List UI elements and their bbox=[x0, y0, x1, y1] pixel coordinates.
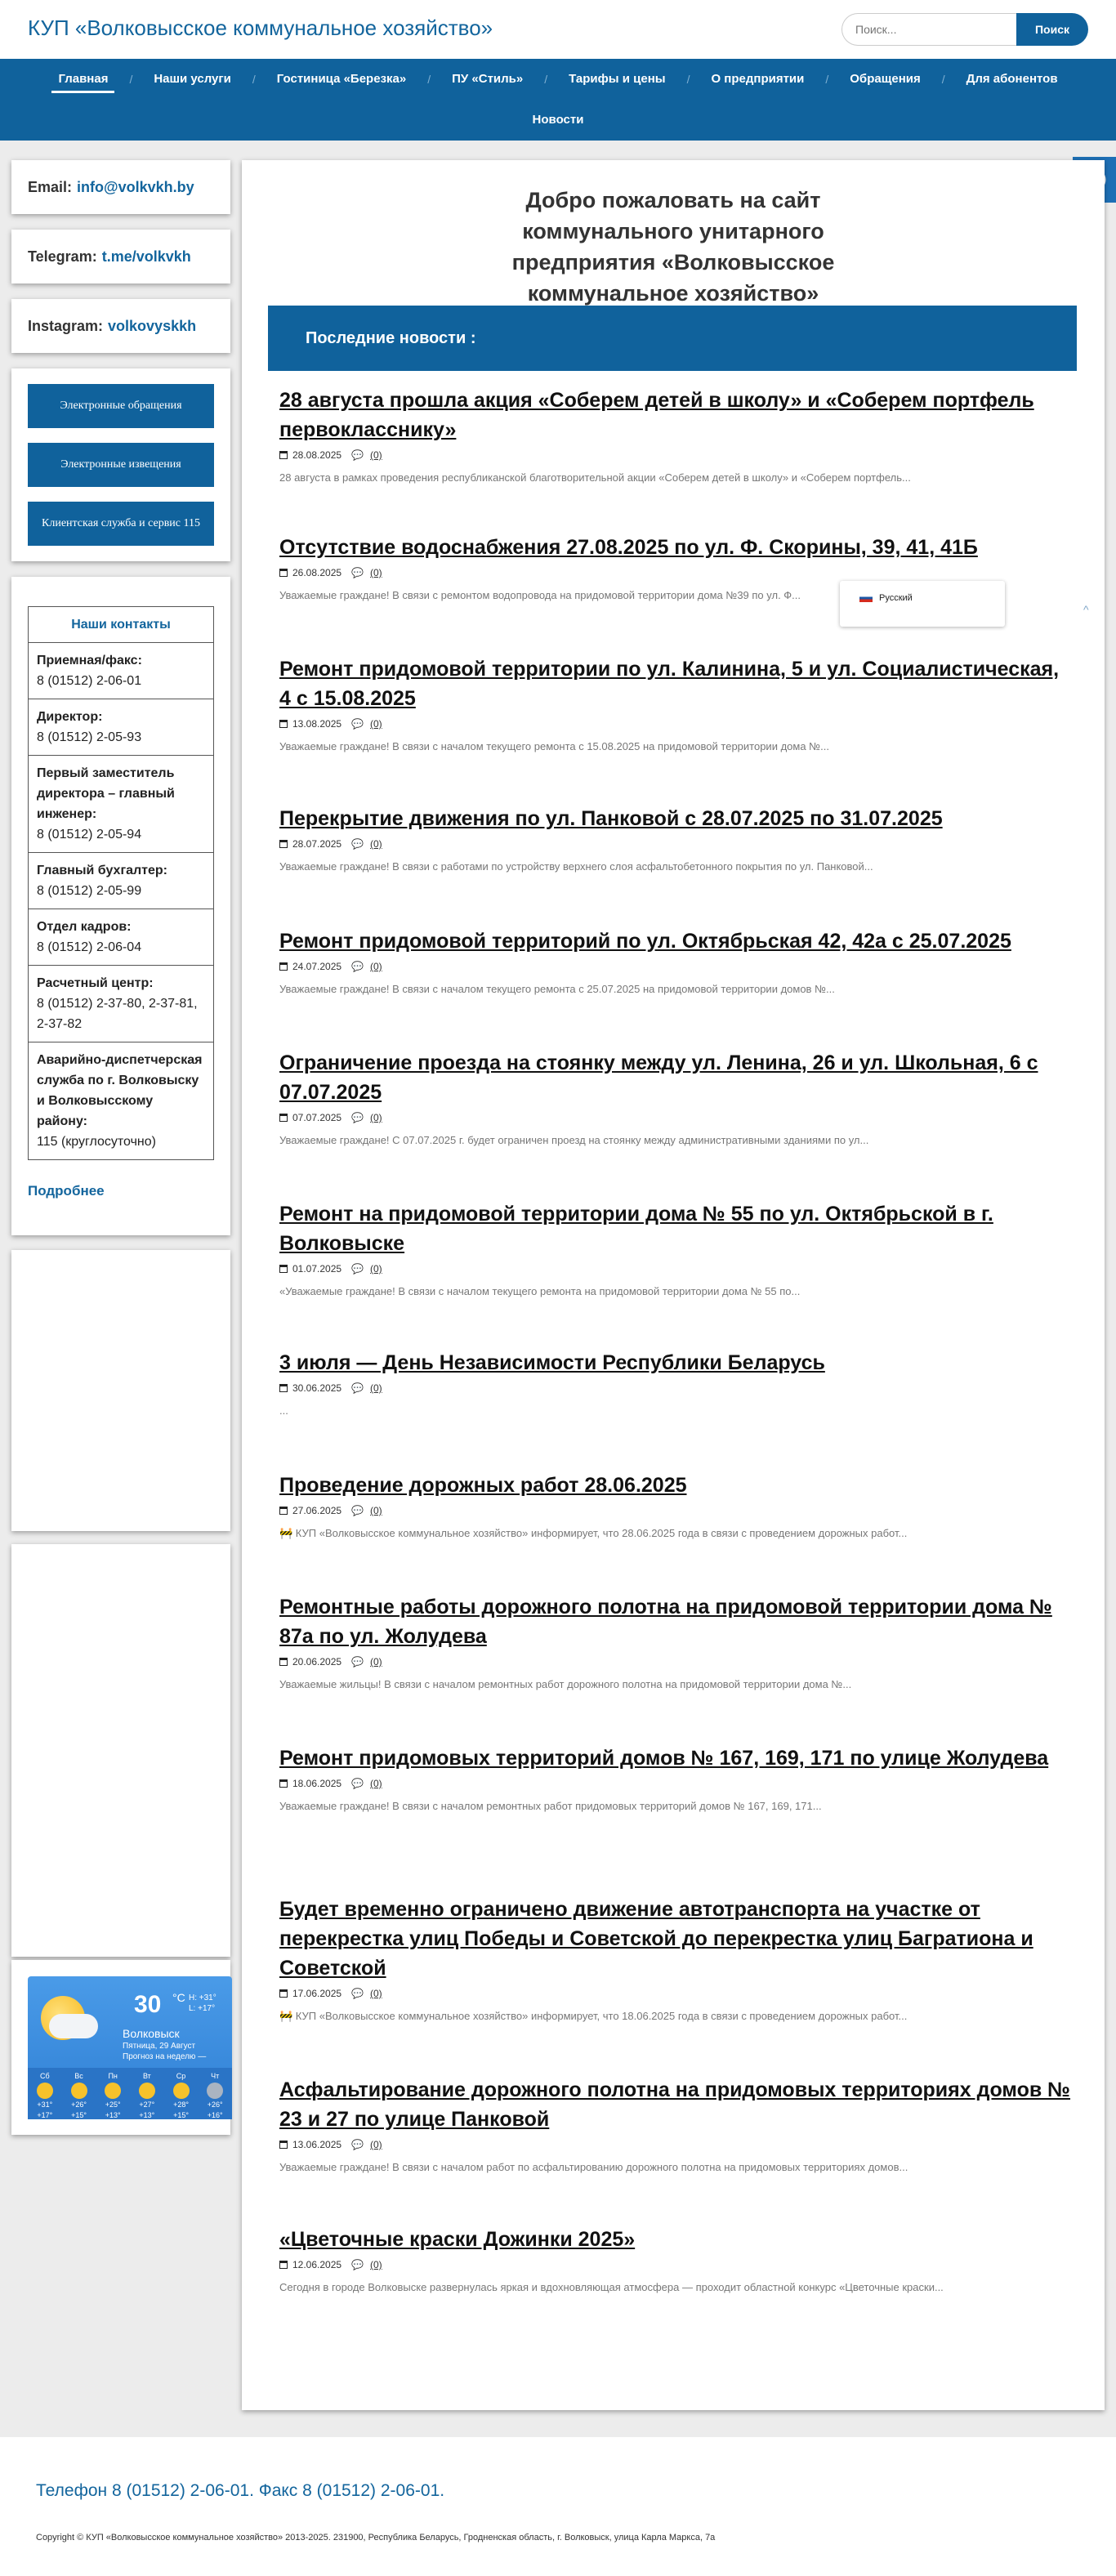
forecast-day-low: +17° bbox=[37, 2111, 53, 2119]
search-button[interactable]: Поиск bbox=[1016, 13, 1088, 46]
news-title-link[interactable]: Перекрытие движения по ул. Панковой с 28.07.2025 по 31.07.2025 bbox=[279, 807, 943, 830]
forecast-day bbox=[62, 2068, 96, 2119]
russia-flag-icon bbox=[859, 594, 873, 602]
chevron-up-icon[interactable]: ^ bbox=[1083, 603, 1089, 616]
news-item bbox=[279, 2075, 1072, 2173]
news-comments-link[interactable]: (0) bbox=[370, 449, 382, 461]
news-meta bbox=[279, 1112, 1072, 1123]
news-comments-link[interactable]: (0) bbox=[370, 2259, 382, 2270]
electronic-notices-button[interactable]: Электронные извещения bbox=[28, 443, 214, 487]
forecast-day-low: +16° bbox=[207, 2111, 223, 2119]
news-excerpt: 🚧 КУП «Волковысское коммунальное хозяйство» информирует, что 18.06.2025 года в связи с проведением дорожных работ... bbox=[279, 2010, 908, 2022]
nav-row-primary bbox=[0, 59, 1116, 100]
site-footer bbox=[0, 2437, 1116, 2576]
news-meta bbox=[279, 2139, 1072, 2150]
comments-icon: 💬 bbox=[351, 1382, 364, 1394]
news-date: 13.08.2025 bbox=[292, 718, 342, 730]
weather-unit: °C bbox=[172, 1991, 185, 2004]
electronic-appeals-button[interactable]: Электронные обращения bbox=[28, 384, 214, 428]
contact-label: Приемная/факс: bbox=[37, 654, 142, 667]
calendar-icon bbox=[279, 1779, 288, 1788]
news-date: 18.06.2025 bbox=[292, 1778, 342, 1789]
contact-label: Первый заместитель директора – главный инженер: bbox=[37, 766, 175, 821]
news-item bbox=[279, 1199, 1072, 1297]
forecast-day-name: Пн bbox=[108, 2072, 118, 2080]
nav-item-services[interactable]: Наши услуги bbox=[154, 72, 231, 86]
news-section-header: Последние новости : bbox=[268, 306, 1077, 371]
instagram-line bbox=[11, 299, 230, 353]
comments-icon: 💬 bbox=[351, 838, 364, 850]
nav-item-tariffs[interactable]: Тарифы и цены bbox=[569, 72, 666, 86]
language-selector[interactable] bbox=[840, 581, 1005, 627]
forecast-day-low: +13° bbox=[105, 2111, 121, 2119]
main-nav bbox=[0, 59, 1116, 141]
main-content bbox=[242, 160, 1105, 2410]
contact-label: Директор: bbox=[37, 710, 103, 724]
contact-label: Расчетный центр: bbox=[37, 976, 154, 990]
comments-icon: 💬 bbox=[351, 1988, 364, 1999]
news-comments-link[interactable]: (0) bbox=[370, 1505, 382, 1516]
news-excerpt: Уважаемые граждане! В связи с началом работ по асфальтированию дорожного полотна на придомовых территориях домов... bbox=[279, 2161, 908, 2173]
contact-billing-center bbox=[29, 966, 213, 1042]
news-comments-link[interactable]: (0) bbox=[370, 1778, 382, 1789]
forecast-day-high: +31° bbox=[37, 2101, 53, 2109]
contact-chief-engineer bbox=[29, 756, 213, 853]
news-date: 13.06.2025 bbox=[292, 2139, 342, 2150]
news-meta bbox=[279, 1263, 1072, 1275]
news-date: 27.06.2025 bbox=[292, 1505, 342, 1516]
search-form bbox=[841, 13, 1088, 46]
comments-icon: 💬 bbox=[351, 2259, 364, 2270]
weather-high-low bbox=[189, 1993, 217, 2014]
news-title-link[interactable]: Асфальтирование дорожного полотна на придомовых территориях домов № 23 и 27 по улице Панковой bbox=[279, 2078, 1071, 2131]
news-excerpt: 🚧 КУП «Волковысское коммунальное хозяйство» информирует, что 28.06.2025 года в связи с проведением дорожных работ... bbox=[279, 1527, 908, 1539]
empty-widget-1 bbox=[11, 1250, 230, 1531]
contact-phone: 8 (01512) 2-06-01 bbox=[37, 674, 142, 688]
news-excerpt: «Уважаемые граждане! В связи с началом текущего ремонта на придомовой территории дома № 55 по... bbox=[279, 1285, 801, 1297]
contact-phone: 8 (01512) 2-05-94 bbox=[37, 828, 142, 842]
news-item bbox=[279, 1743, 1072, 1812]
news-comments-link[interactable]: (0) bbox=[370, 1263, 382, 1275]
comments-icon: 💬 bbox=[351, 1263, 364, 1275]
contact-phone: 8 (01512) 2-37-80, 2-37-81, 2-37-82 bbox=[37, 997, 198, 1031]
news-item bbox=[279, 386, 1072, 484]
site-header bbox=[0, 0, 1116, 59]
calendar-icon bbox=[279, 1658, 288, 1666]
news-excerpt: Сегодня в городе Волковыске развернулась яркая и вдохновляющая атмосфера — проходит областной конкурс «Цветочные краски... bbox=[279, 2281, 944, 2293]
news-excerpt: ... bbox=[279, 1404, 288, 1417]
weather-forecast-days bbox=[28, 2068, 232, 2119]
nav-separator: / bbox=[427, 73, 431, 86]
forecast-day-name: Чт bbox=[211, 2072, 220, 2080]
news-title-link[interactable]: Ремонт на придомовой территории дома № 55 по ул. Октябрьской в г. Волковыске bbox=[279, 1203, 993, 1255]
news-date: 20.06.2025 bbox=[292, 1656, 342, 1667]
partly-cloudy-icon bbox=[105, 2083, 121, 2099]
comments-icon: 💬 bbox=[351, 718, 364, 730]
news-meta bbox=[279, 838, 1072, 850]
news-meta bbox=[279, 567, 1072, 578]
news-excerpt: Уважаемые граждане! В связи с началом текущего ремонта с 25.07.2025 на придомовой территории домов №... bbox=[279, 983, 835, 995]
comments-icon: 💬 bbox=[351, 449, 364, 461]
news-title-link[interactable]: Ремонт придомовой территории по ул. Калинина, 5 и ул. Социалистическая, 4 с 15.08.2025 bbox=[279, 658, 1060, 710]
comments-icon: 💬 bbox=[351, 1112, 364, 1123]
contact-phone: 8 (01512) 2-05-93 bbox=[37, 730, 142, 744]
nav-separator: / bbox=[129, 73, 133, 86]
calendar-icon bbox=[279, 962, 288, 971]
telegram-link[interactable]: t.me/volkvkh bbox=[101, 248, 191, 265]
news-title-link[interactable]: Проведение дорожных работ 28.06.2025 bbox=[279, 1474, 687, 1497]
instagram-widget bbox=[11, 299, 230, 353]
news-meta bbox=[279, 961, 1072, 972]
forecast-day-name: Вт bbox=[142, 2072, 151, 2080]
email-line bbox=[11, 160, 230, 214]
news-date: 26.08.2025 bbox=[292, 567, 342, 578]
news-title-link[interactable]: Ремонт придомовой территорий по ул. Октябрьская 42, 42а с 25.07.2025 bbox=[279, 930, 1011, 953]
news-item bbox=[279, 926, 1072, 995]
forecast-day bbox=[130, 2068, 164, 2119]
news-title-link[interactable]: 3 июля — День Независимости Республики Беларусь bbox=[279, 1351, 825, 1374]
contacts-widget bbox=[11, 577, 230, 1235]
news-meta bbox=[279, 1656, 1072, 1667]
forecast-day-high: +28° bbox=[173, 2101, 189, 2109]
comments-icon: 💬 bbox=[351, 1505, 364, 1516]
contact-emergency-service bbox=[29, 1042, 213, 1159]
news-excerpt: Уважаемые граждане! С 07.07.2025 г. будет ограничен проезд на стоянку между административными зданиями по ул... bbox=[279, 1134, 869, 1146]
contact-phone: 115 (круглосуточно) bbox=[37, 1135, 156, 1149]
news-title-link[interactable]: 28 августа прошла акция «Соберем детей в школу» и «Соберем портфель первокласснику» bbox=[279, 389, 1034, 441]
calendar-icon bbox=[279, 2141, 288, 2149]
news-item bbox=[279, 1348, 1072, 1417]
nav-separator: / bbox=[686, 73, 690, 86]
telegram-label: Telegram: bbox=[28, 248, 97, 265]
comments-icon: 💬 bbox=[351, 1656, 364, 1667]
news-meta bbox=[279, 1778, 1072, 1789]
instagram-link[interactable]: volkovyskkh bbox=[108, 317, 197, 334]
sun-icon bbox=[139, 2083, 155, 2099]
news-comments-link[interactable]: (0) bbox=[370, 567, 382, 578]
news-comments-link[interactable]: (0) bbox=[370, 2139, 382, 2150]
contact-director bbox=[29, 699, 213, 756]
forecast-day bbox=[96, 2068, 130, 2119]
news-comments-link[interactable]: (0) bbox=[370, 838, 382, 850]
weather-forecast-link[interactable]: Прогноз на неделю — bbox=[123, 2052, 207, 2061]
news-excerpt: Уважаемые жильцы! В связи с началом ремонтных работ дорожного полотна на придомовой территории дома №... bbox=[279, 1678, 852, 1690]
nav-item-stil[interactable]: ПУ «Стиль» bbox=[452, 72, 524, 86]
news-excerpt: Уважаемые граждане! В связи с работами по устройству верхнего слоя асфальтобетонного покрытия по ул. Панковой... bbox=[279, 860, 873, 873]
nav-separator: / bbox=[825, 73, 829, 86]
nav-separator: / bbox=[252, 73, 256, 86]
nav-item-hotel[interactable]: Гостиница «Березка» bbox=[276, 72, 407, 86]
news-excerpt: 28 августа в рамках проведения республиканской благотворительной акции «Соберем детей в школу» и «Соберем портфель... bbox=[279, 471, 911, 484]
rain-icon bbox=[207, 2083, 223, 2099]
contact-reception bbox=[29, 643, 213, 699]
calendar-icon bbox=[279, 1507, 288, 1515]
forecast-day bbox=[28, 2068, 62, 2119]
news-date: 01.07.2025 bbox=[292, 1263, 342, 1275]
news-comments-link[interactable]: (0) bbox=[370, 1656, 382, 1667]
client-service-115-button[interactable]: Клиентская служба и сервис 115 bbox=[28, 502, 214, 546]
news-title-link[interactable]: Отсутствие водоснабжения 27.08.2025 по ул. Ф. Скорины, 39, 41, 41Б bbox=[279, 536, 978, 559]
site-title-link[interactable]: КУП «Волковысское коммунальное хозяйство» bbox=[28, 16, 493, 40]
news-meta bbox=[279, 449, 1072, 461]
news-item bbox=[279, 2225, 1072, 2293]
services-widget bbox=[11, 368, 230, 561]
contact-label: Аварийно-диспетчерская служба по г. Волковыску и Волковысскому району: bbox=[37, 1053, 203, 1128]
weather-date: Пятница, 29 Август bbox=[123, 2042, 196, 2051]
news-comments-link[interactable]: (0) bbox=[370, 1382, 382, 1394]
weather-city: Волковыск bbox=[123, 2027, 180, 2040]
welcome-heading: Добро пожаловать на сайт коммунального унитарного предприятия «Волковысское коммунальное хозяйство» bbox=[511, 188, 835, 306]
forecast-day-high: +26° bbox=[207, 2101, 223, 2109]
forecast-day-low: +15° bbox=[173, 2111, 189, 2119]
comments-icon: 💬 bbox=[351, 567, 364, 578]
nav-item-appeals[interactable]: Обращения bbox=[850, 72, 921, 86]
weather-high: H: +31° bbox=[189, 1993, 217, 2002]
sun-icon bbox=[173, 2083, 190, 2099]
weather-low: L: +17° bbox=[189, 2004, 216, 2013]
forecast-day-name: Вс bbox=[74, 2072, 83, 2080]
calendar-icon bbox=[279, 451, 288, 459]
forecast-day-high: +26° bbox=[71, 2101, 87, 2109]
weather-card[interactable] bbox=[28, 1976, 232, 2119]
news-meta bbox=[279, 1505, 1072, 1516]
news-title-link[interactable]: Ремонтные работы дорожного полотна на придомовой территории дома № 87а по ул. Жолудева bbox=[279, 1596, 1052, 1648]
nav-separator: / bbox=[544, 73, 548, 86]
news-date: 28.08.2025 bbox=[292, 449, 342, 461]
footer-copyright: Copyright © КУП «Волковысское коммунальное хозяйство» 2013-2025. 231900, Республика Беларусь, Гродненская область, г. Волковыск, улица Карла Маркса, 7а bbox=[36, 2533, 716, 2543]
calendar-icon bbox=[279, 1114, 288, 1122]
news-meta bbox=[279, 718, 1072, 730]
forecast-day-low: +13° bbox=[139, 2111, 155, 2119]
news-title-link[interactable]: «Цветочные краски Дожинки 2025» bbox=[279, 2228, 636, 2251]
calendar-icon bbox=[279, 1989, 288, 1998]
news-item bbox=[279, 1471, 1072, 1540]
search-input[interactable] bbox=[841, 13, 1016, 46]
nav-separator: / bbox=[941, 73, 945, 86]
nav-item-subscribers[interactable]: Для абонентов bbox=[966, 72, 1058, 86]
telegram-widget bbox=[11, 230, 230, 283]
instagram-label: Instagram: bbox=[28, 317, 104, 334]
empty-widget-2 bbox=[11, 1544, 230, 1957]
comments-icon: 💬 bbox=[351, 2139, 364, 2150]
news-meta bbox=[279, 2259, 1072, 2270]
calendar-icon bbox=[279, 2261, 288, 2269]
partly-cloudy-icon bbox=[71, 2083, 87, 2099]
footer-phone: Телефон 8 (01512) 2-06-01. Факс 8 (01512) 2-06-01. bbox=[36, 2481, 445, 2500]
contact-label: Отдел кадров: bbox=[37, 920, 132, 934]
news-title-link[interactable]: Ограничение проезда на стоянку между ул. Ленина, 26 и ул. Школьная, 6 с 07.07.2025 bbox=[279, 1051, 1038, 1104]
news-title-link[interactable]: Ремонт придомовых территорий домов № 167, 169, 171 по улице Жолудева bbox=[279, 1747, 1049, 1770]
email-widget bbox=[11, 160, 230, 214]
news-date: 30.06.2025 bbox=[292, 1382, 342, 1394]
forecast-day-high: +25° bbox=[105, 2101, 121, 2109]
contact-hr bbox=[29, 909, 213, 966]
news-excerpt: Уважаемые граждане! В связи с ремонтом водопровода на придомовой территории дома №39 по ул. Ф... bbox=[279, 589, 801, 601]
calendar-icon bbox=[279, 720, 288, 728]
nav-item-news[interactable]: Новости bbox=[532, 113, 584, 127]
news-date: 07.07.2025 bbox=[292, 1112, 342, 1123]
weather-widget bbox=[11, 1960, 230, 2135]
nav-row-secondary bbox=[0, 100, 1116, 141]
news-meta bbox=[279, 1382, 1072, 1394]
partly-cloudy-icon bbox=[37, 2083, 53, 2099]
forecast-day bbox=[198, 2068, 232, 2119]
news-date: 17.06.2025 bbox=[292, 1988, 342, 1999]
news-item bbox=[279, 1592, 1072, 1690]
forecast-day bbox=[164, 2068, 199, 2119]
cloud-icon bbox=[49, 2014, 98, 2038]
comments-icon: 💬 bbox=[351, 961, 364, 972]
contacts-table bbox=[28, 606, 214, 1160]
news-item bbox=[279, 1048, 1072, 1146]
contact-label: Главный бухгалтер: bbox=[37, 864, 168, 877]
contacts-title: Наши контакты bbox=[29, 607, 213, 643]
calendar-icon bbox=[279, 1265, 288, 1273]
news-item bbox=[279, 804, 1072, 873]
contact-phone: 8 (01512) 2-06-04 bbox=[37, 940, 142, 954]
forecast-day-name: Ср bbox=[176, 2072, 186, 2080]
contacts-more-link[interactable]: Подробнее bbox=[28, 1183, 105, 1199]
calendar-icon bbox=[279, 1384, 288, 1392]
news-excerpt: Уважаемые граждане! В связи с началом текущего ремонта с 15.08.2025 на придомовой территории дома №... bbox=[279, 740, 829, 752]
news-comments-link[interactable]: (0) bbox=[370, 1988, 382, 1999]
news-date: 24.07.2025 bbox=[292, 961, 342, 972]
nav-item-home[interactable]: Главная bbox=[37, 59, 129, 100]
news-item bbox=[279, 1895, 1072, 2023]
language-selected: Русский bbox=[879, 593, 913, 603]
news-title-link[interactable]: Будет временно ограничено движение автотранспорта на участке от перекрестка улиц Победы и Советской до перекрестка улиц Багратиона и Советской bbox=[279, 1898, 1033, 1980]
news-excerpt: Уважаемые граждане! В связи с началом ремонтных работ придомовых территорий домов № 167, 169, 171... bbox=[279, 1800, 822, 1812]
nav-item-about[interactable]: О предприятии bbox=[711, 72, 805, 86]
weather-temperature: 30 bbox=[134, 1991, 162, 2018]
comments-icon: 💬 bbox=[351, 1778, 364, 1789]
forecast-day-high: +27° bbox=[139, 2101, 155, 2109]
calendar-icon bbox=[279, 840, 288, 848]
contact-chief-accountant bbox=[29, 853, 213, 909]
news-comments-link[interactable]: (0) bbox=[370, 718, 382, 730]
email-label: Email: bbox=[28, 178, 73, 195]
news-meta bbox=[279, 1988, 1072, 1999]
contact-phone: 8 (01512) 2-05-99 bbox=[37, 884, 142, 898]
calendar-icon bbox=[279, 569, 288, 577]
news-item bbox=[279, 654, 1072, 752]
news-comments-link[interactable]: (0) bbox=[370, 961, 382, 972]
forecast-day-name: Сб bbox=[40, 2072, 50, 2080]
news-date: 12.06.2025 bbox=[292, 2259, 342, 2270]
telegram-line bbox=[11, 230, 230, 283]
email-link[interactable]: info@volkvkh.by bbox=[77, 178, 194, 195]
news-comments-link[interactable]: (0) bbox=[370, 1112, 382, 1123]
news-date: 28.07.2025 bbox=[292, 838, 342, 850]
forecast-day-low: +15° bbox=[71, 2111, 87, 2119]
